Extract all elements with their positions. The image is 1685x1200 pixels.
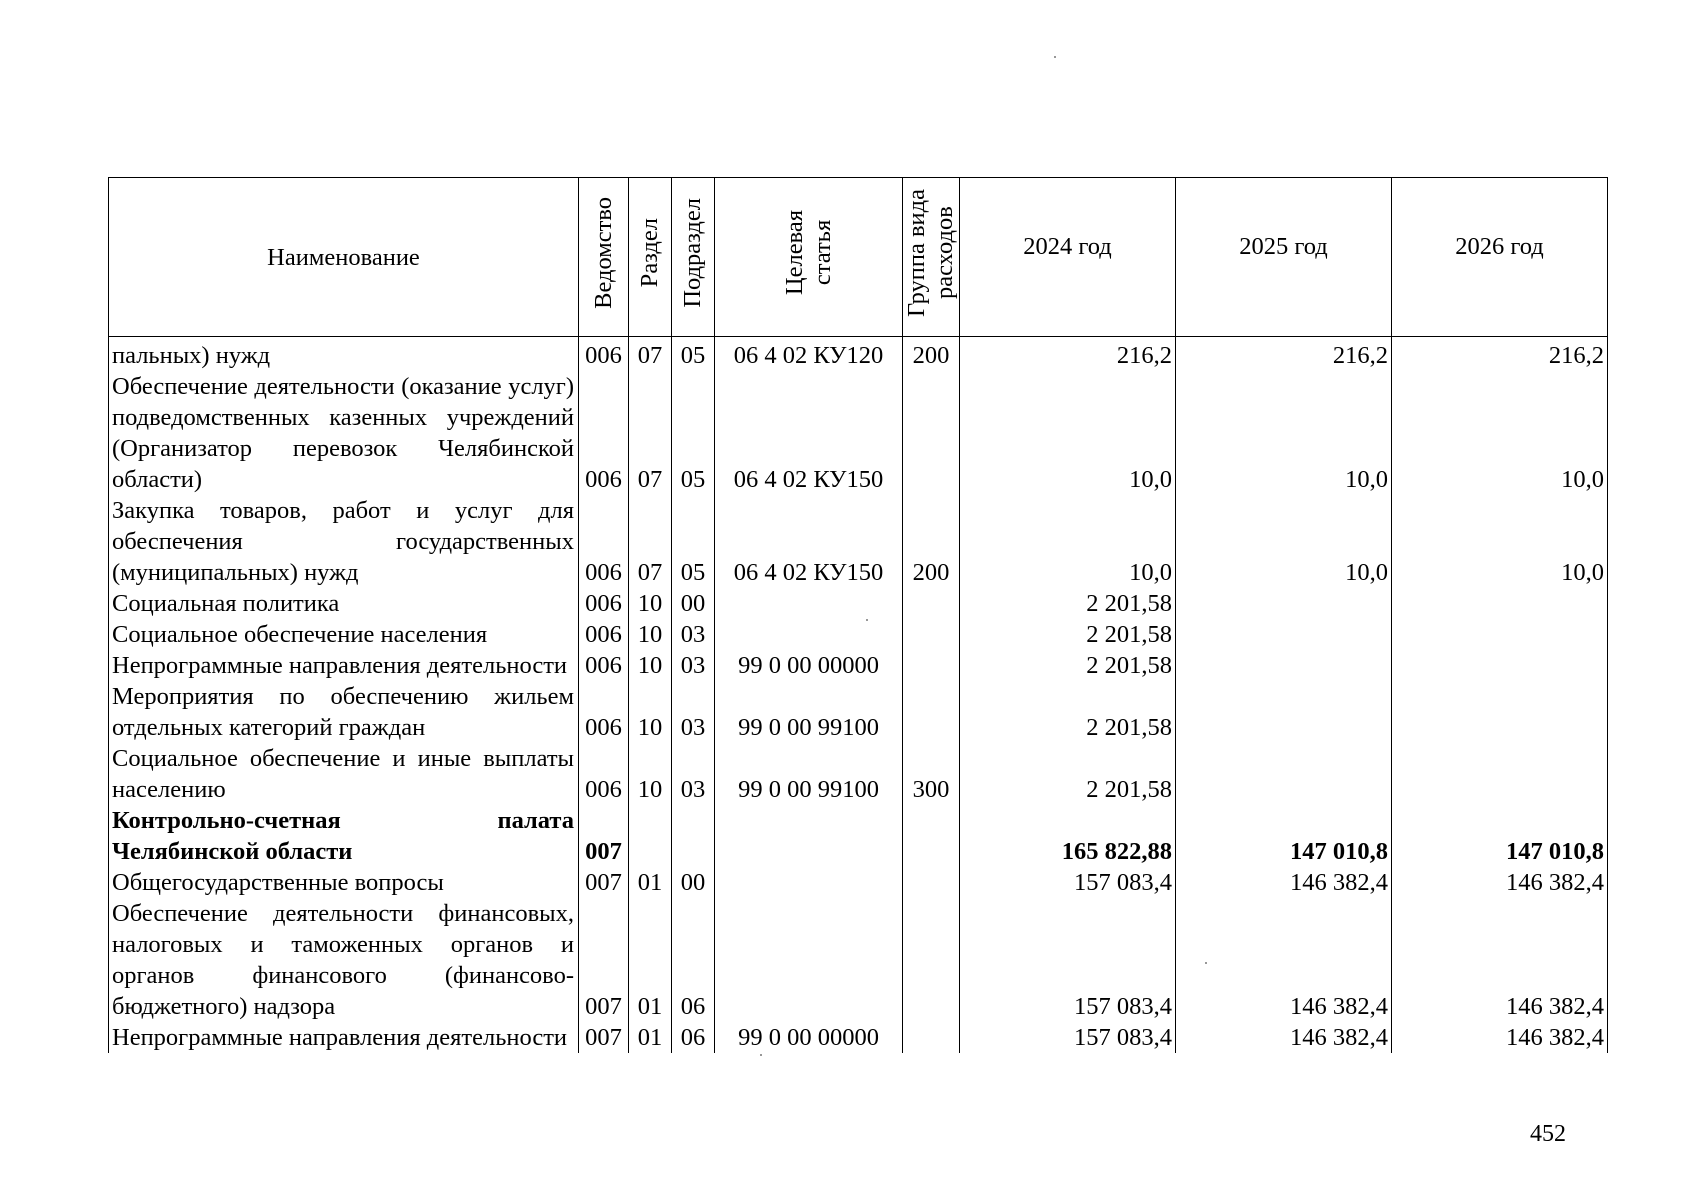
scan-speck xyxy=(866,619,868,621)
row-dept: 007 xyxy=(579,867,629,898)
row-group: 200 xyxy=(903,495,960,588)
row-section: 07 xyxy=(629,495,672,588)
row-dept: 006 xyxy=(579,371,629,495)
row-dept: 006 xyxy=(579,495,629,588)
row-2025: 146 382,4 xyxy=(1176,898,1392,1022)
row-target: 99 0 00 00000 xyxy=(715,650,903,681)
header-group-line2: расходов xyxy=(931,206,958,300)
row-section: 10 xyxy=(629,619,672,650)
header-section-label: Раздел xyxy=(636,218,663,288)
row-target xyxy=(715,805,903,867)
row-2026: 146 382,4 xyxy=(1392,898,1608,1022)
row-2026: 147 010,8 xyxy=(1392,805,1608,867)
row-target: 06 4 02 КУ120 xyxy=(715,337,903,372)
header-group-line1: Группа вида xyxy=(903,188,930,318)
table-row xyxy=(109,743,1608,805)
row-dept: 006 xyxy=(579,619,629,650)
table-row xyxy=(109,588,1608,619)
row-name: Непрограммные направления деятельности xyxy=(109,1022,579,1053)
row-subsection: 03 xyxy=(672,743,715,805)
row-dept: 006 xyxy=(579,743,629,805)
table-body xyxy=(109,337,1608,1054)
row-subsection: 00 xyxy=(672,867,715,898)
row-group xyxy=(903,650,960,681)
row-target: 99 0 00 99100 xyxy=(715,743,903,805)
row-section: 01 xyxy=(629,1022,672,1053)
row-group: 300 xyxy=(903,743,960,805)
row-section: 01 xyxy=(629,867,672,898)
table-row xyxy=(109,495,1608,588)
table-row xyxy=(109,898,1608,1022)
row-target xyxy=(715,867,903,898)
header-2026-label: 2026 год xyxy=(1455,232,1544,260)
row-group xyxy=(903,619,960,650)
header-group-label xyxy=(903,189,959,317)
row-group xyxy=(903,1022,960,1053)
row-section xyxy=(629,805,672,867)
row-target: 06 4 02 КУ150 xyxy=(715,495,903,588)
row-target: 99 0 00 99100 xyxy=(715,681,903,743)
scan-speck xyxy=(1054,56,1056,58)
header-name-label: Наименование xyxy=(267,243,420,271)
table-header xyxy=(109,178,1608,337)
page-number: 452 xyxy=(1530,1121,1566,1147)
row-2025 xyxy=(1176,681,1392,743)
row-subsection: 05 xyxy=(672,495,715,588)
table-row xyxy=(109,337,1608,372)
header-name xyxy=(109,178,579,337)
row-section: 10 xyxy=(629,650,672,681)
row-2025 xyxy=(1176,743,1392,805)
row-name: Социальная политика xyxy=(109,588,579,619)
row-2024: 2 201,58 xyxy=(960,681,1176,743)
row-2024: 10,0 xyxy=(960,371,1176,495)
row-2025: 10,0 xyxy=(1176,371,1392,495)
row-group xyxy=(903,681,960,743)
row-2026: 146 382,4 xyxy=(1392,867,1608,898)
row-name: Непрограммные направления деятельности xyxy=(109,650,579,681)
header-dept-label: Ведомство xyxy=(589,197,617,309)
row-2026 xyxy=(1392,650,1608,681)
table-row xyxy=(109,805,1608,867)
row-2024: 2 201,58 xyxy=(960,619,1176,650)
row-2025: 146 382,4 xyxy=(1176,867,1392,898)
row-2026: 10,0 xyxy=(1392,371,1608,495)
header-subsection xyxy=(672,178,715,337)
row-2025 xyxy=(1176,588,1392,619)
row-2024: 2 201,58 xyxy=(960,743,1176,805)
row-2026: 216,2 xyxy=(1392,337,1608,372)
row-2026 xyxy=(1392,619,1608,650)
table-row xyxy=(109,619,1608,650)
row-name: Социальное обеспечение и иные выплаты населению xyxy=(109,743,579,805)
row-subsection xyxy=(672,805,715,867)
row-target xyxy=(715,898,903,1022)
table-row xyxy=(109,681,1608,743)
header-subsection-label: Подраздел xyxy=(679,198,706,308)
row-2024: 157 083,4 xyxy=(960,1022,1176,1053)
row-section: 07 xyxy=(629,371,672,495)
row-dept: 006 xyxy=(579,681,629,743)
header-section xyxy=(629,178,672,337)
row-2024: 2 201,58 xyxy=(960,588,1176,619)
row-dept: 006 xyxy=(579,650,629,681)
row-group xyxy=(903,371,960,495)
row-section: 10 xyxy=(629,588,672,619)
row-2026 xyxy=(1392,588,1608,619)
row-name: Общегосударственные вопросы xyxy=(109,867,579,898)
row-group xyxy=(903,805,960,867)
row-2024: 157 083,4 xyxy=(960,867,1176,898)
row-group: 200 xyxy=(903,337,960,372)
row-name: пальных) нужд xyxy=(109,337,579,372)
table-row xyxy=(109,650,1608,681)
header-target xyxy=(715,178,903,337)
header-2026 xyxy=(1392,178,1608,337)
row-section: 01 xyxy=(629,898,672,1022)
row-group xyxy=(903,867,960,898)
row-name: Обеспечение деятельности финансовых, налоговых и таможенных органов и органов финансового (финансово-бюджетного) надзора xyxy=(109,898,579,1022)
row-target xyxy=(715,619,903,650)
row-name: Закупка товаров, работ и услуг для обеспечения государственных (муниципальных) нужд xyxy=(109,495,579,588)
header-target-line2: статья xyxy=(808,220,836,286)
row-section: 10 xyxy=(629,743,672,805)
row-dept: 007 xyxy=(579,805,629,867)
row-dept: 006 xyxy=(579,588,629,619)
row-subsection: 03 xyxy=(672,681,715,743)
table-row xyxy=(109,371,1608,495)
row-2026: 10,0 xyxy=(1392,495,1608,588)
budget-table xyxy=(108,177,1608,1053)
header-target-label xyxy=(781,210,837,295)
row-subsection: 03 xyxy=(672,619,715,650)
row-subsection: 03 xyxy=(672,650,715,681)
row-subsection: 06 xyxy=(672,1022,715,1053)
table-row xyxy=(109,1022,1608,1053)
row-2024: 216,2 xyxy=(960,337,1176,372)
scan-speck xyxy=(1205,962,1207,964)
row-2024: 165 822,88 xyxy=(960,805,1176,867)
row-dept: 007 xyxy=(579,1022,629,1053)
row-2026 xyxy=(1392,681,1608,743)
row-name: Социальное обеспечение населения xyxy=(109,619,579,650)
row-2026: 146 382,4 xyxy=(1392,1022,1608,1053)
header-target-line1: Целевая xyxy=(780,210,808,296)
row-dept: 006 xyxy=(579,337,629,372)
table-row xyxy=(109,867,1608,898)
row-section: 10 xyxy=(629,681,672,743)
row-2025: 147 010,8 xyxy=(1176,805,1392,867)
row-2025 xyxy=(1176,619,1392,650)
row-subsection: 06 xyxy=(672,898,715,1022)
header-2025 xyxy=(1176,178,1392,337)
row-2024: 10,0 xyxy=(960,495,1176,588)
row-2025 xyxy=(1176,650,1392,681)
row-name: Мероприятия по обеспечению жильем отдельных категорий граждан xyxy=(109,681,579,743)
row-name: Контрольно-счетная палата Челябинской области xyxy=(109,805,579,867)
row-group xyxy=(903,898,960,1022)
header-2024 xyxy=(960,178,1176,337)
header-2025-label: 2025 год xyxy=(1239,232,1328,260)
row-2025: 10,0 xyxy=(1176,495,1392,588)
scan-speck xyxy=(760,1054,762,1056)
row-2024: 157 083,4 xyxy=(960,898,1176,1022)
row-2026 xyxy=(1392,743,1608,805)
row-name: Обеспечение деятельности (оказание услуг) подведомственных казенных учреждений (Организатор перевозок Челябинской области) xyxy=(109,371,579,495)
row-target xyxy=(715,588,903,619)
row-target: 99 0 00 00000 xyxy=(715,1022,903,1053)
row-target: 06 4 02 КУ150 xyxy=(715,371,903,495)
header-2024-label: 2024 год xyxy=(1023,232,1112,260)
row-subsection: 05 xyxy=(672,337,715,372)
row-2025: 146 382,4 xyxy=(1176,1022,1392,1053)
header-group xyxy=(903,178,960,337)
row-dept: 007 xyxy=(579,898,629,1022)
row-section: 07 xyxy=(629,337,672,372)
row-subsection: 00 xyxy=(672,588,715,619)
row-group xyxy=(903,588,960,619)
row-2024: 2 201,58 xyxy=(960,650,1176,681)
row-subsection: 05 xyxy=(672,371,715,495)
row-2025: 216,2 xyxy=(1176,337,1392,372)
header-dept xyxy=(579,178,629,337)
